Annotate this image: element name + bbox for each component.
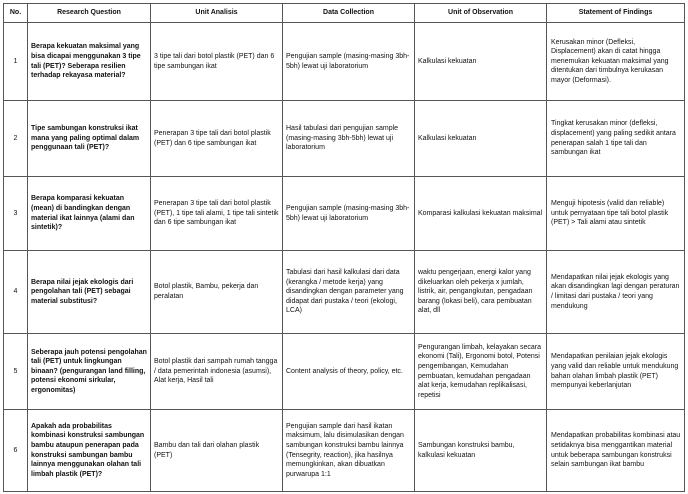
statement-of-findings-cell: Mendapatkan nilai jejak ekologis yang akan disandingkan lagi dengan peraturan / limitasi dari pustaka / teori yang mendukung: [547, 251, 685, 334]
unit-of-observation-cell: Kalkulasi kekuatan: [415, 23, 547, 101]
header-data-collection: Data Collection: [283, 4, 415, 23]
unit-of-observation-cell: Komparasi kalkulasi kekuatan maksimal: [415, 177, 547, 251]
research-question-cell: Berapa nilai jejak ekologis dari pengolahan tali (PET) sebagai material substitusi?: [28, 251, 151, 334]
header-statement-of-findings: Statement of Findings: [547, 4, 685, 23]
unit-of-observation-cell: waktu pengerjaan, energi kalor yang dikeluarkan oleh pekerja x jumlah, listrik, air, pengangkutan, pengadaan barang (lokasi beli), cara pembuatan alat, dll: [415, 251, 547, 334]
data-collection-cell: Hasil tabulasi dari pengujian sample (masing-masing 3bh-5bh) lewat uji laboratorium: [283, 101, 415, 177]
research-question-cell: Berapa komparasi kekuatan (mean) di bandingkan dengan material ikat lainnya (alami dan sintetik)?: [28, 177, 151, 251]
row-number: 2: [4, 101, 28, 177]
unit-analisis-cell: Botol plastik, Bambu, pekerja dan peralatan: [151, 251, 283, 334]
table-row: [4, 334, 685, 410]
unit-analisis-cell: Penerapan 3 tipe tali dari botol plastik (PET), 1 tipe tali alami, 1 tipe tali sintetik dan 6 tipe sambungan ikat: [151, 177, 283, 251]
unit-of-observation-cell: Kalkulasi kekuatan: [415, 101, 547, 177]
header-no: No.: [4, 4, 28, 23]
table-header-row: [4, 4, 685, 23]
table-row: [4, 177, 685, 251]
research-question-cell: Seberapa jauh potensi pengolahan tali (PET) untuk lingkungan binaan? (pengurangan land filling, potensi ekonomi sirkular, ergonomitas): [28, 334, 151, 410]
research-question-cell: Tipe sambungan konstruksi ikat mana yang paling optimal dalam penggunaan tali (PET)?: [28, 101, 151, 177]
data-collection-cell: Pengujian sample dari hasil ikatan maksimum, lalu disimulasikan dengan sambungan konstruksi bambu lainnya (Tensegrity, reaction), jika hasilnya memungkinkan, akan dibuatkan purwarupa 1:1: [283, 410, 415, 492]
statement-of-findings-cell: Mendapatkan penilaian jejak ekologis yang valid dan reliable untuk mendukung bahan olahan limbah plastik (PET) mempunyai keberlanjutan: [547, 334, 685, 410]
row-number: 1: [4, 23, 28, 101]
header-unit-of-observation: Unit of Observation: [415, 4, 547, 23]
header-research-question: Research Question: [28, 4, 151, 23]
unit-analisis-cell: Bambu dan tali dari olahan plastik (PET): [151, 410, 283, 492]
statement-of-findings-cell: Tingkat kerusakan minor (defleksi, displacement) yang paling sedikit antara penerapan salah 1 tipe tali dan sambungan ikat: [547, 101, 685, 177]
table-row: [4, 410, 685, 492]
row-number: 3: [4, 177, 28, 251]
unit-analisis-cell: Penerapan 3 tipe tali dari botol plastik (PET) dan 6 tipe sambungan ikat: [151, 101, 283, 177]
research-findings-table: [3, 3, 685, 492]
data-collection-cell: Tabulasi dari hasil kalkulasi dari data (kerangka / metode kerja) yang disandingkan dengan parameter yang didapat dari pustaka / teori (ekologi, LCA): [283, 251, 415, 334]
unit-analisis-cell: 3 tipe tali dari botol plastik (PET) dan 6 tipe sambungan ikat: [151, 23, 283, 101]
unit-analisis-cell: Botol plastik dari sampah rumah tangga / data pemerintah indonesia (asumsi), Alat kerja, Hasil tali: [151, 334, 283, 410]
row-number: 4: [4, 251, 28, 334]
row-number: 6: [4, 410, 28, 492]
research-question-cell: Apakah ada probabilitas kombinasi konstruksi sambungan bambu ataupun penerapan pada konstruksi sambungan bambu lainnya menggunakan olahan tali limbah plastik (PET)?: [28, 410, 151, 492]
statement-of-findings-cell: Kerusakan minor (Defleksi, Displacement) akan di catat hingga menemukan kekuatan maksimal yang ditentukan dari timbulnya kerukasan mayor (Deformasi).: [547, 23, 685, 101]
findings-table-sheet: [3, 3, 684, 491]
data-collection-cell: Content analysis of theory, policy, etc.: [283, 334, 415, 410]
data-collection-cell: Pengujian sample (masing-masing 3bh-5bh) lewat uji laboratorium: [283, 23, 415, 101]
research-question-cell: Berapa kekuatan maksimal yang bisa dicapai menggunakan 3 tipe tali (PET)? Seberapa resilien terhadap rekayasa material?: [28, 23, 151, 101]
statement-of-findings-cell: Menguji hipotesis (valid dan reliable) untuk pernyataan tipe tali botol plastik (PET) > Tali alami atau sintetik: [547, 177, 685, 251]
statement-of-findings-cell: Mendapatkan probabilitas kombinasi atau setidaknya bisa menggantikan material untuk beberapa sambungan konstruksi selain sambungan ikat bambu: [547, 410, 685, 492]
table-row: [4, 23, 685, 101]
header-unit-analisis: Unit Analisis: [151, 4, 283, 23]
unit-of-observation-cell: Pengurangan limbah, kelayakan secara ekonomi (Tali), Ergonomi botol, Potensi pengembangan, Kemudahan pembuatan, kemudahan pengadaan alat kerja, kemudahan replikalisasi, repetisi: [415, 334, 547, 410]
table-row: [4, 101, 685, 177]
row-number: 5: [4, 334, 28, 410]
table-row: [4, 251, 685, 334]
unit-of-observation-cell: Sambungan konstruksi bambu, kalkulasi kekuatan: [415, 410, 547, 492]
data-collection-cell: Pengujian sample (masing-masing 3bh-5bh) lewat uji laboratorium: [283, 177, 415, 251]
